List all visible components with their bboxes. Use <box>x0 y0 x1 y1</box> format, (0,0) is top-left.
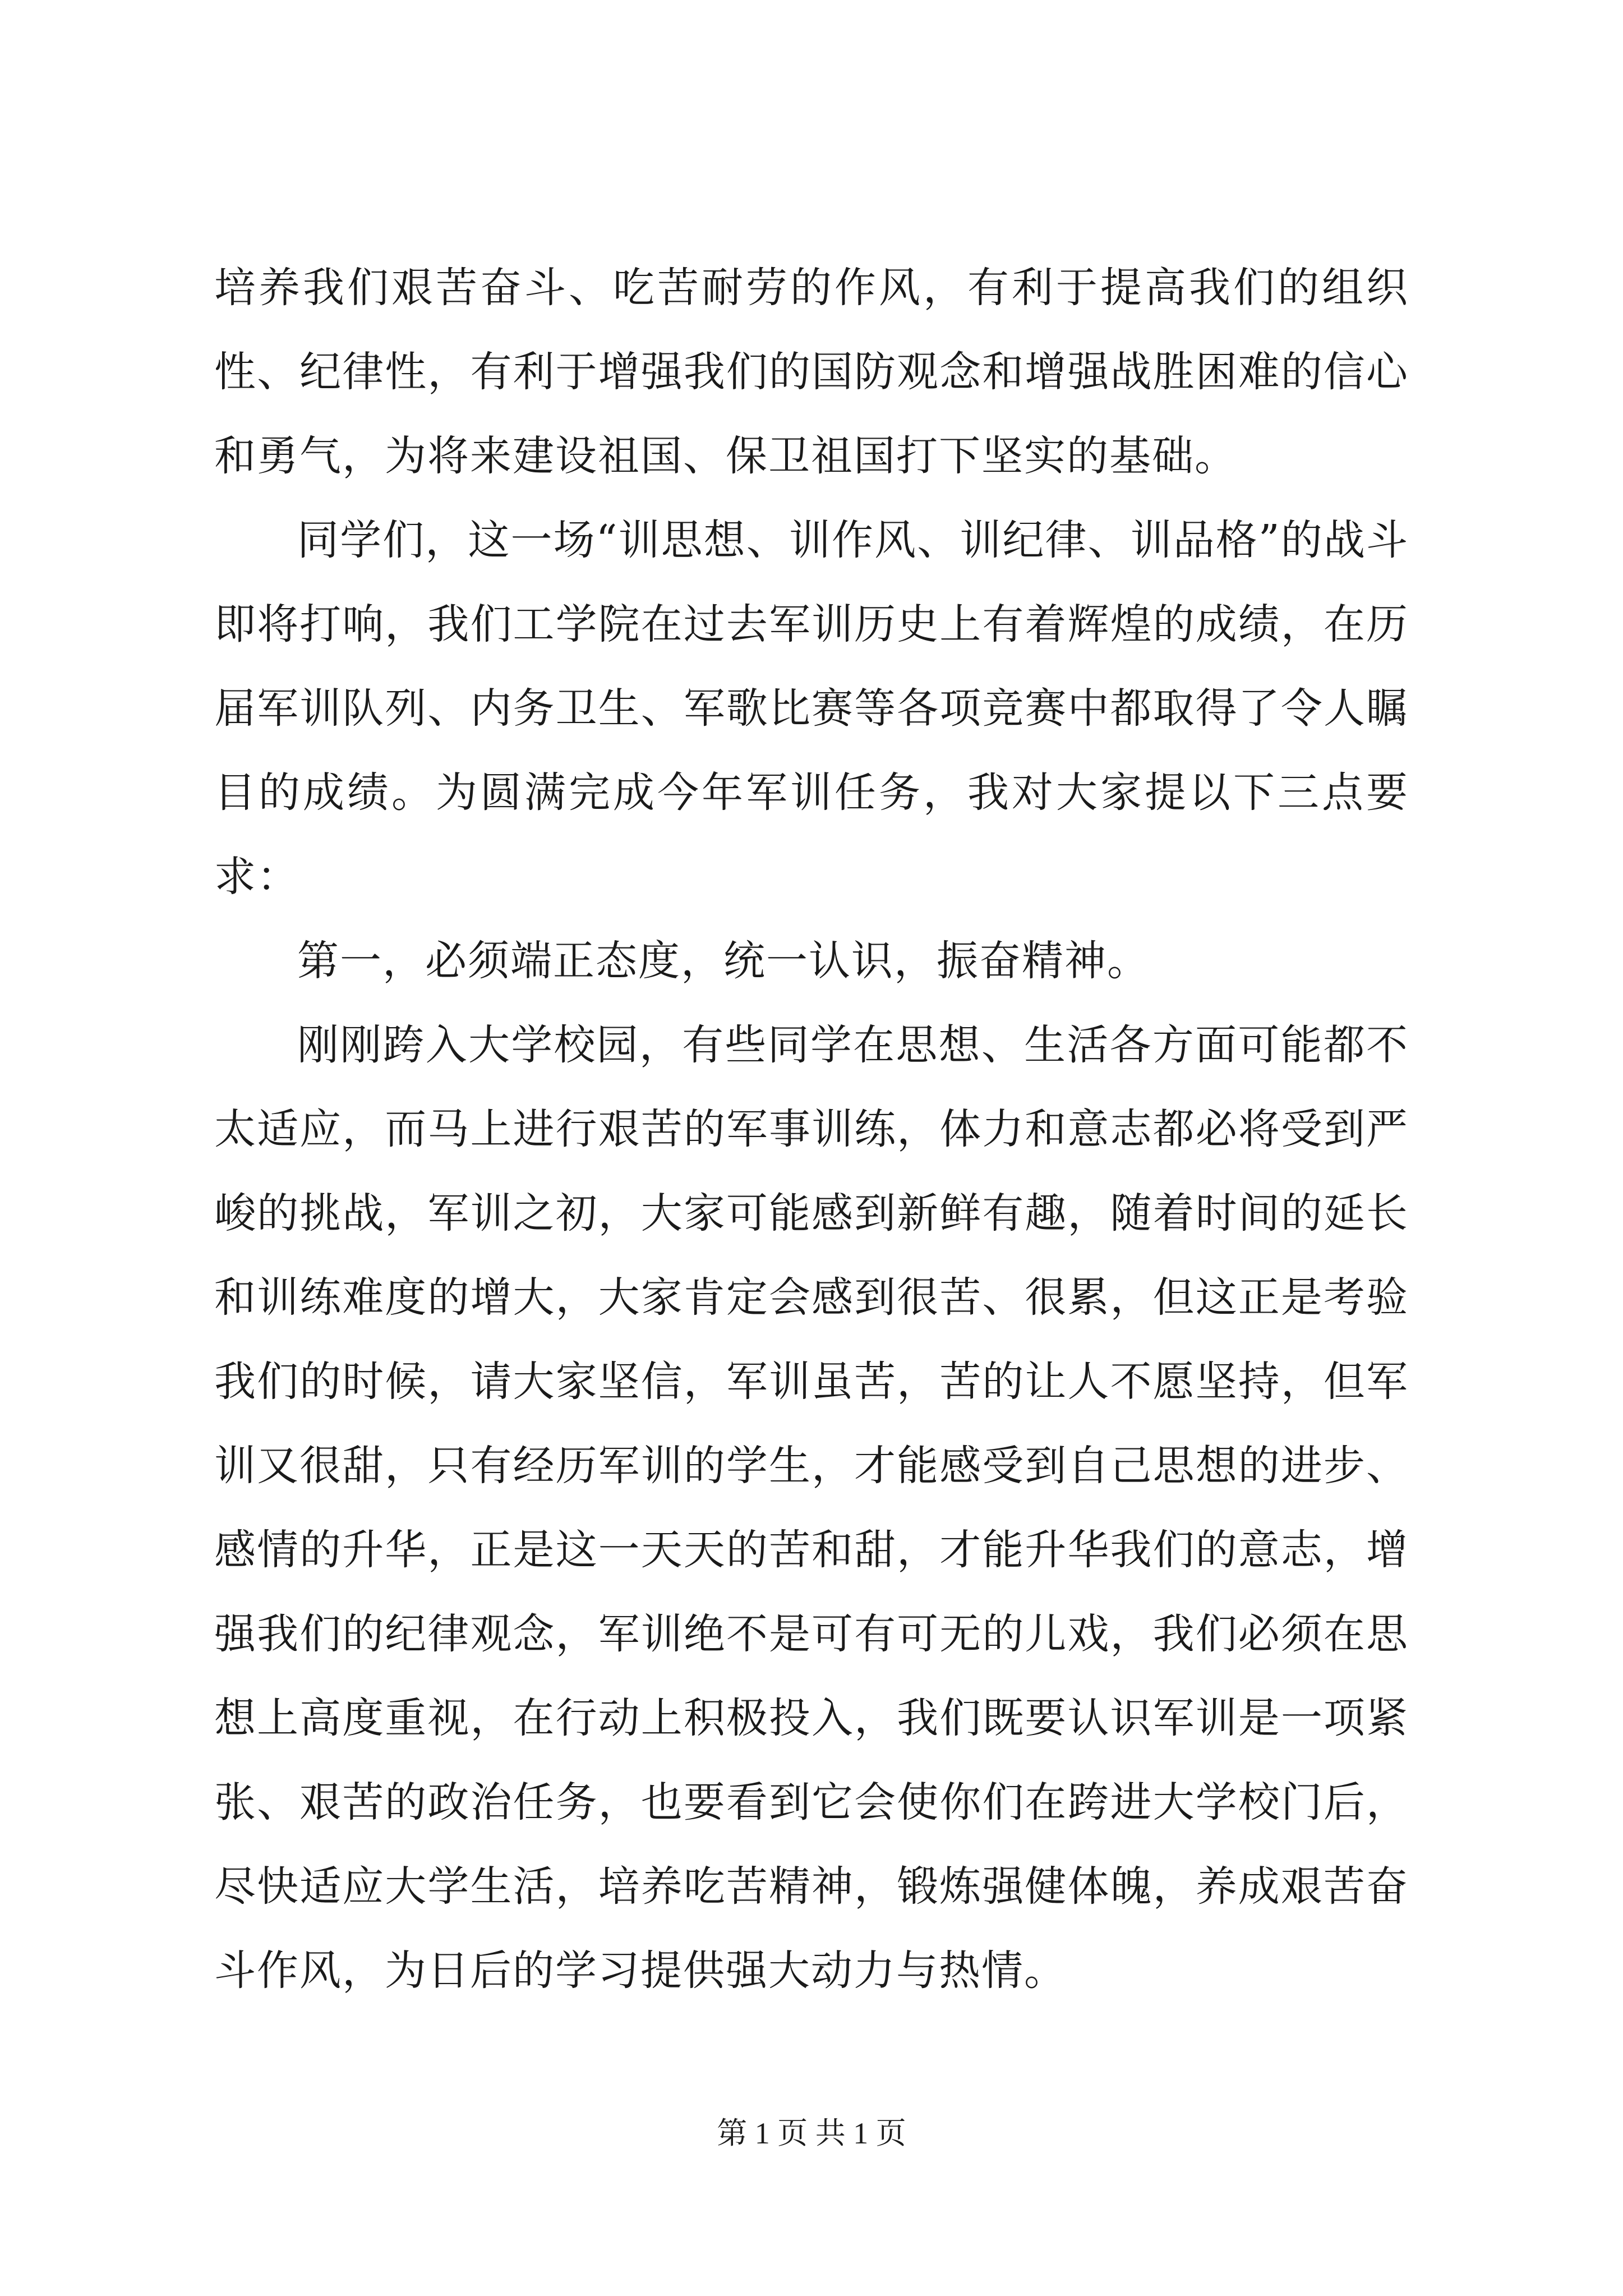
paragraph-3: 第一，必须端正态度，统一认识，振奋精神。 <box>297 937 1150 985</box>
paragraph-2: 同学们，这一场“训思想、训作风、训纪律、训品格”的战斗即将打响，我们工学院在过去军训历史上有着辉煌的成绩，在历届军训队列、内务卫生、军歌比赛等各项竞赛中都取得了令人瞩目的成绩。为圆满完成今年军训任务，我对大家提以下三点要求： <box>214 516 1409 901</box>
page-number-footer: 第 1 页 共 1 页 <box>717 2116 906 2150</box>
paragraph-1: 培养我们艰苦奋斗、吃苦耐劳的作风，有利于提高我们的组织性、纪律性，有利于增强我们的国防观念和增强战胜困难的信心和勇气，为将来建设祖国、保卫祖国打下坚实的基础。 <box>214 264 1409 480</box>
document-body <box>214 246 1409 2013</box>
paragraph-4: 刚刚跨入大学校园，有些同学在思想、生活各方面可能都不太适应，而马上进行艰苦的军事训练，体力和意志都必将受到严峻的挑战，军训之初，大家可能感到新鲜有趣，随着时间的延长和训练难度的增大，大家肯定会感到很苦、很累，但这正是考验我们的时候，请大家坚信，军训虽苦，苦的让人不愿坚持，但军训又很甜，只有经历军训的学生，才能感受到自己思想的进步、感情的升华，正是这一天天的苦和甜，才能升华我们的意志，增强我们的纪律观念，军训绝不是可有可无的儿戏，我们必须在思想上高度重视，在行动上积极投入，我们既要认识军训是一项紧张、艰苦的政治任务，也要看到它会使你们在跨进大学校门后，尽快适应大学生活，培养吃苦精神，锻炼强健体魄，养成艰苦奋斗作风，为日后的学习提供强大动力与热情。 <box>214 1021 1409 1995</box>
